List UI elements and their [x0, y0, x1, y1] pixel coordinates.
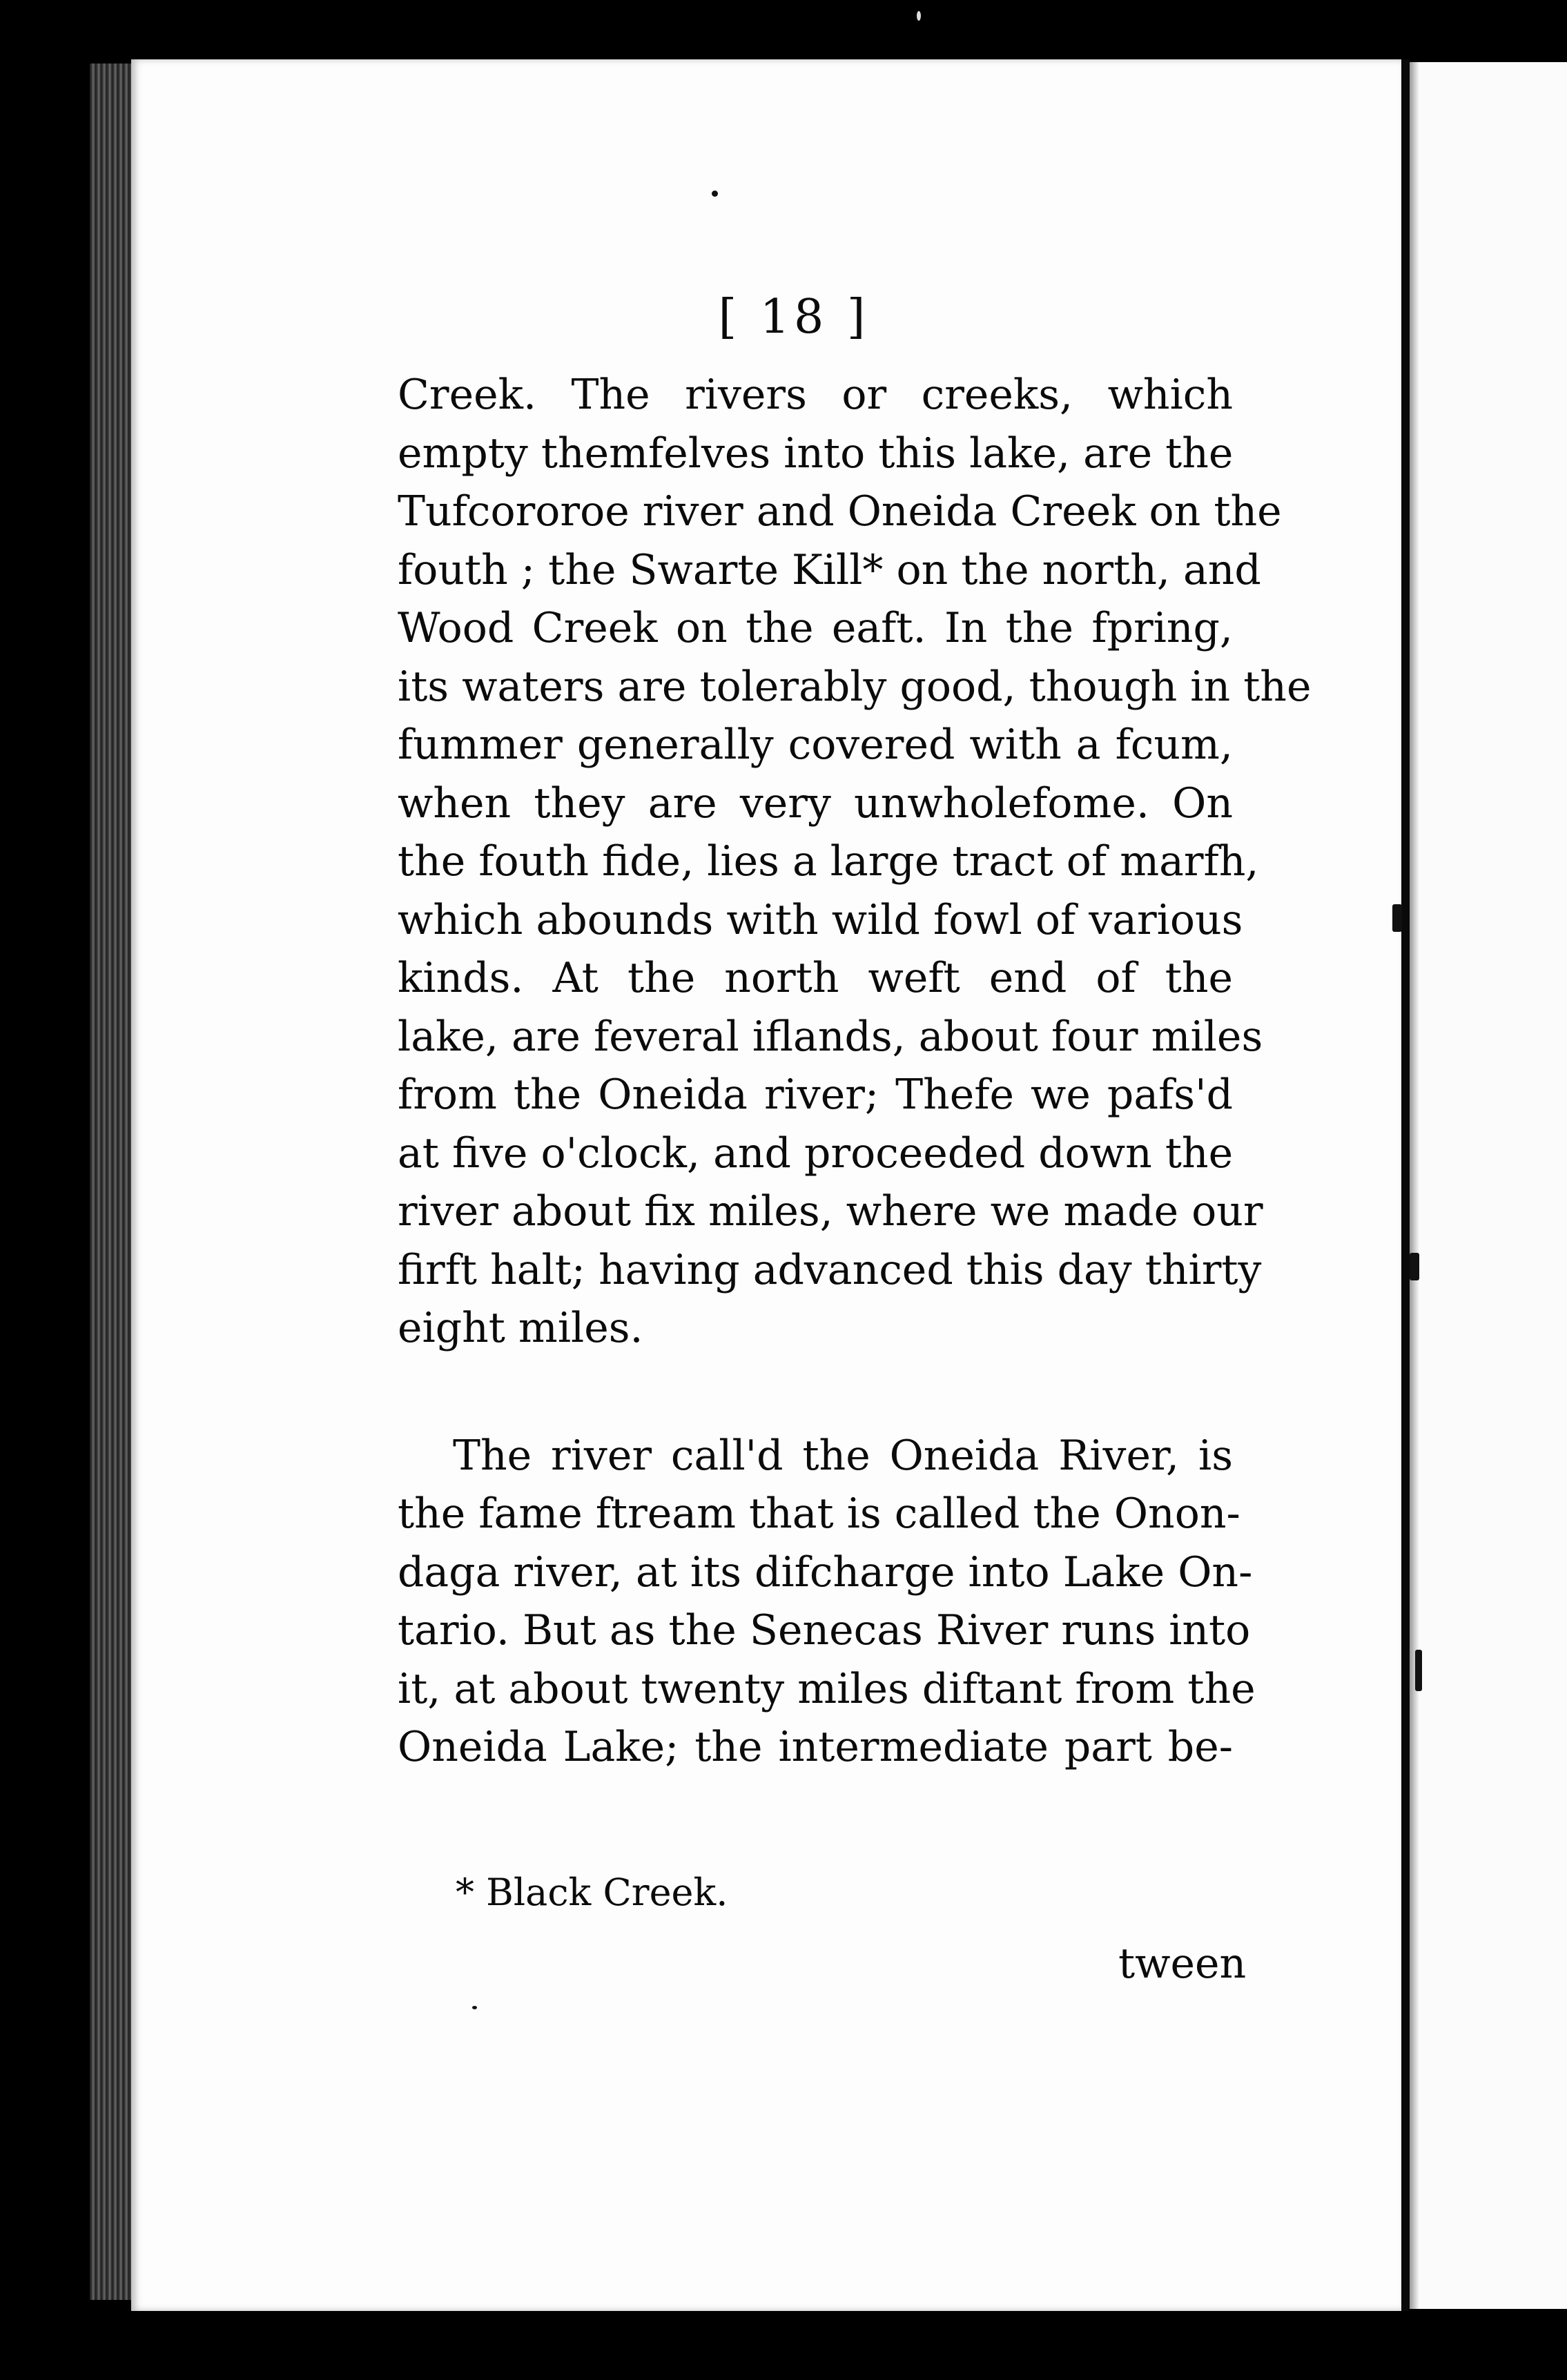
text-line: at five o'clock, and proceeded down the	[398, 1129, 1234, 1178]
catchword: tween	[1118, 1940, 1247, 1988]
text-line: it, at about twenty miles diftant from the	[398, 1664, 1256, 1713]
text-line: which abounds with wild fowl of various	[398, 895, 1243, 944]
scan-speck	[712, 191, 718, 197]
text-line: Wood Creek on the eaft. In the fpring,	[398, 604, 1233, 652]
text-line: firft halt; having advanced this day thirty	[398, 1245, 1262, 1294]
text-line: kinds. At the north weft end of the	[398, 954, 1233, 1002]
text-line: the fame ftream that is called the Onon-	[398, 1490, 1240, 1538]
body-text	[398, 366, 1312, 1777]
text-line: river about fix miles, where we made our	[398, 1187, 1263, 1236]
text-line: fouth ; the Swarte Kill* on the north, and	[398, 545, 1261, 594]
text-line: when they are very unwholefome. On	[398, 779, 1233, 828]
footnote: * Black Creek.	[456, 1871, 728, 1914]
facing-page-fold	[1410, 62, 1419, 2309]
scan-speck	[917, 11, 921, 21]
page-number: [ 18 ]	[718, 290, 870, 344]
scan-speck	[1410, 1253, 1419, 1280]
scan-speck	[1392, 904, 1402, 932]
text-line: eight miles.	[398, 1304, 643, 1352]
scan-speck	[472, 2006, 477, 2009]
text-line: empty themfelves into this lake, are the	[398, 429, 1234, 478]
text-line: its waters are tolerably good, though in the	[398, 662, 1312, 711]
text-line: Oneida Lake; the intermediate part be-	[398, 1723, 1233, 1771]
paragraph-2	[398, 1427, 1256, 1777]
page-gutter	[1401, 59, 1410, 2311]
text-line: daga river, at its difcharge into Lake On-	[398, 1548, 1253, 1597]
facing-page-edge	[1410, 62, 1567, 2309]
text-line: fummer generally covered with a fcum,	[398, 721, 1233, 769]
text-line: from the Oneida river; Thefe we pafs'd	[398, 1071, 1233, 1119]
text-line: lake, are feveral iflands, about four miles	[398, 1012, 1263, 1061]
text-line: Creek. The rivers or creeks, which	[398, 371, 1233, 419]
text-line: Tufcororoe river and Oneida Creek on the	[398, 487, 1282, 536]
text-line: The river call'd the Oneida River, is	[453, 1431, 1233, 1480]
text-line: the fouth fide, lies a large tract of marfh,	[398, 837, 1259, 886]
text-line: tario. But as the Senecas River runs into	[398, 1606, 1251, 1655]
paragraph-1	[398, 366, 1312, 1358]
scan-speck	[1415, 1650, 1422, 1691]
paragraph-gap	[398, 1358, 1233, 1427]
